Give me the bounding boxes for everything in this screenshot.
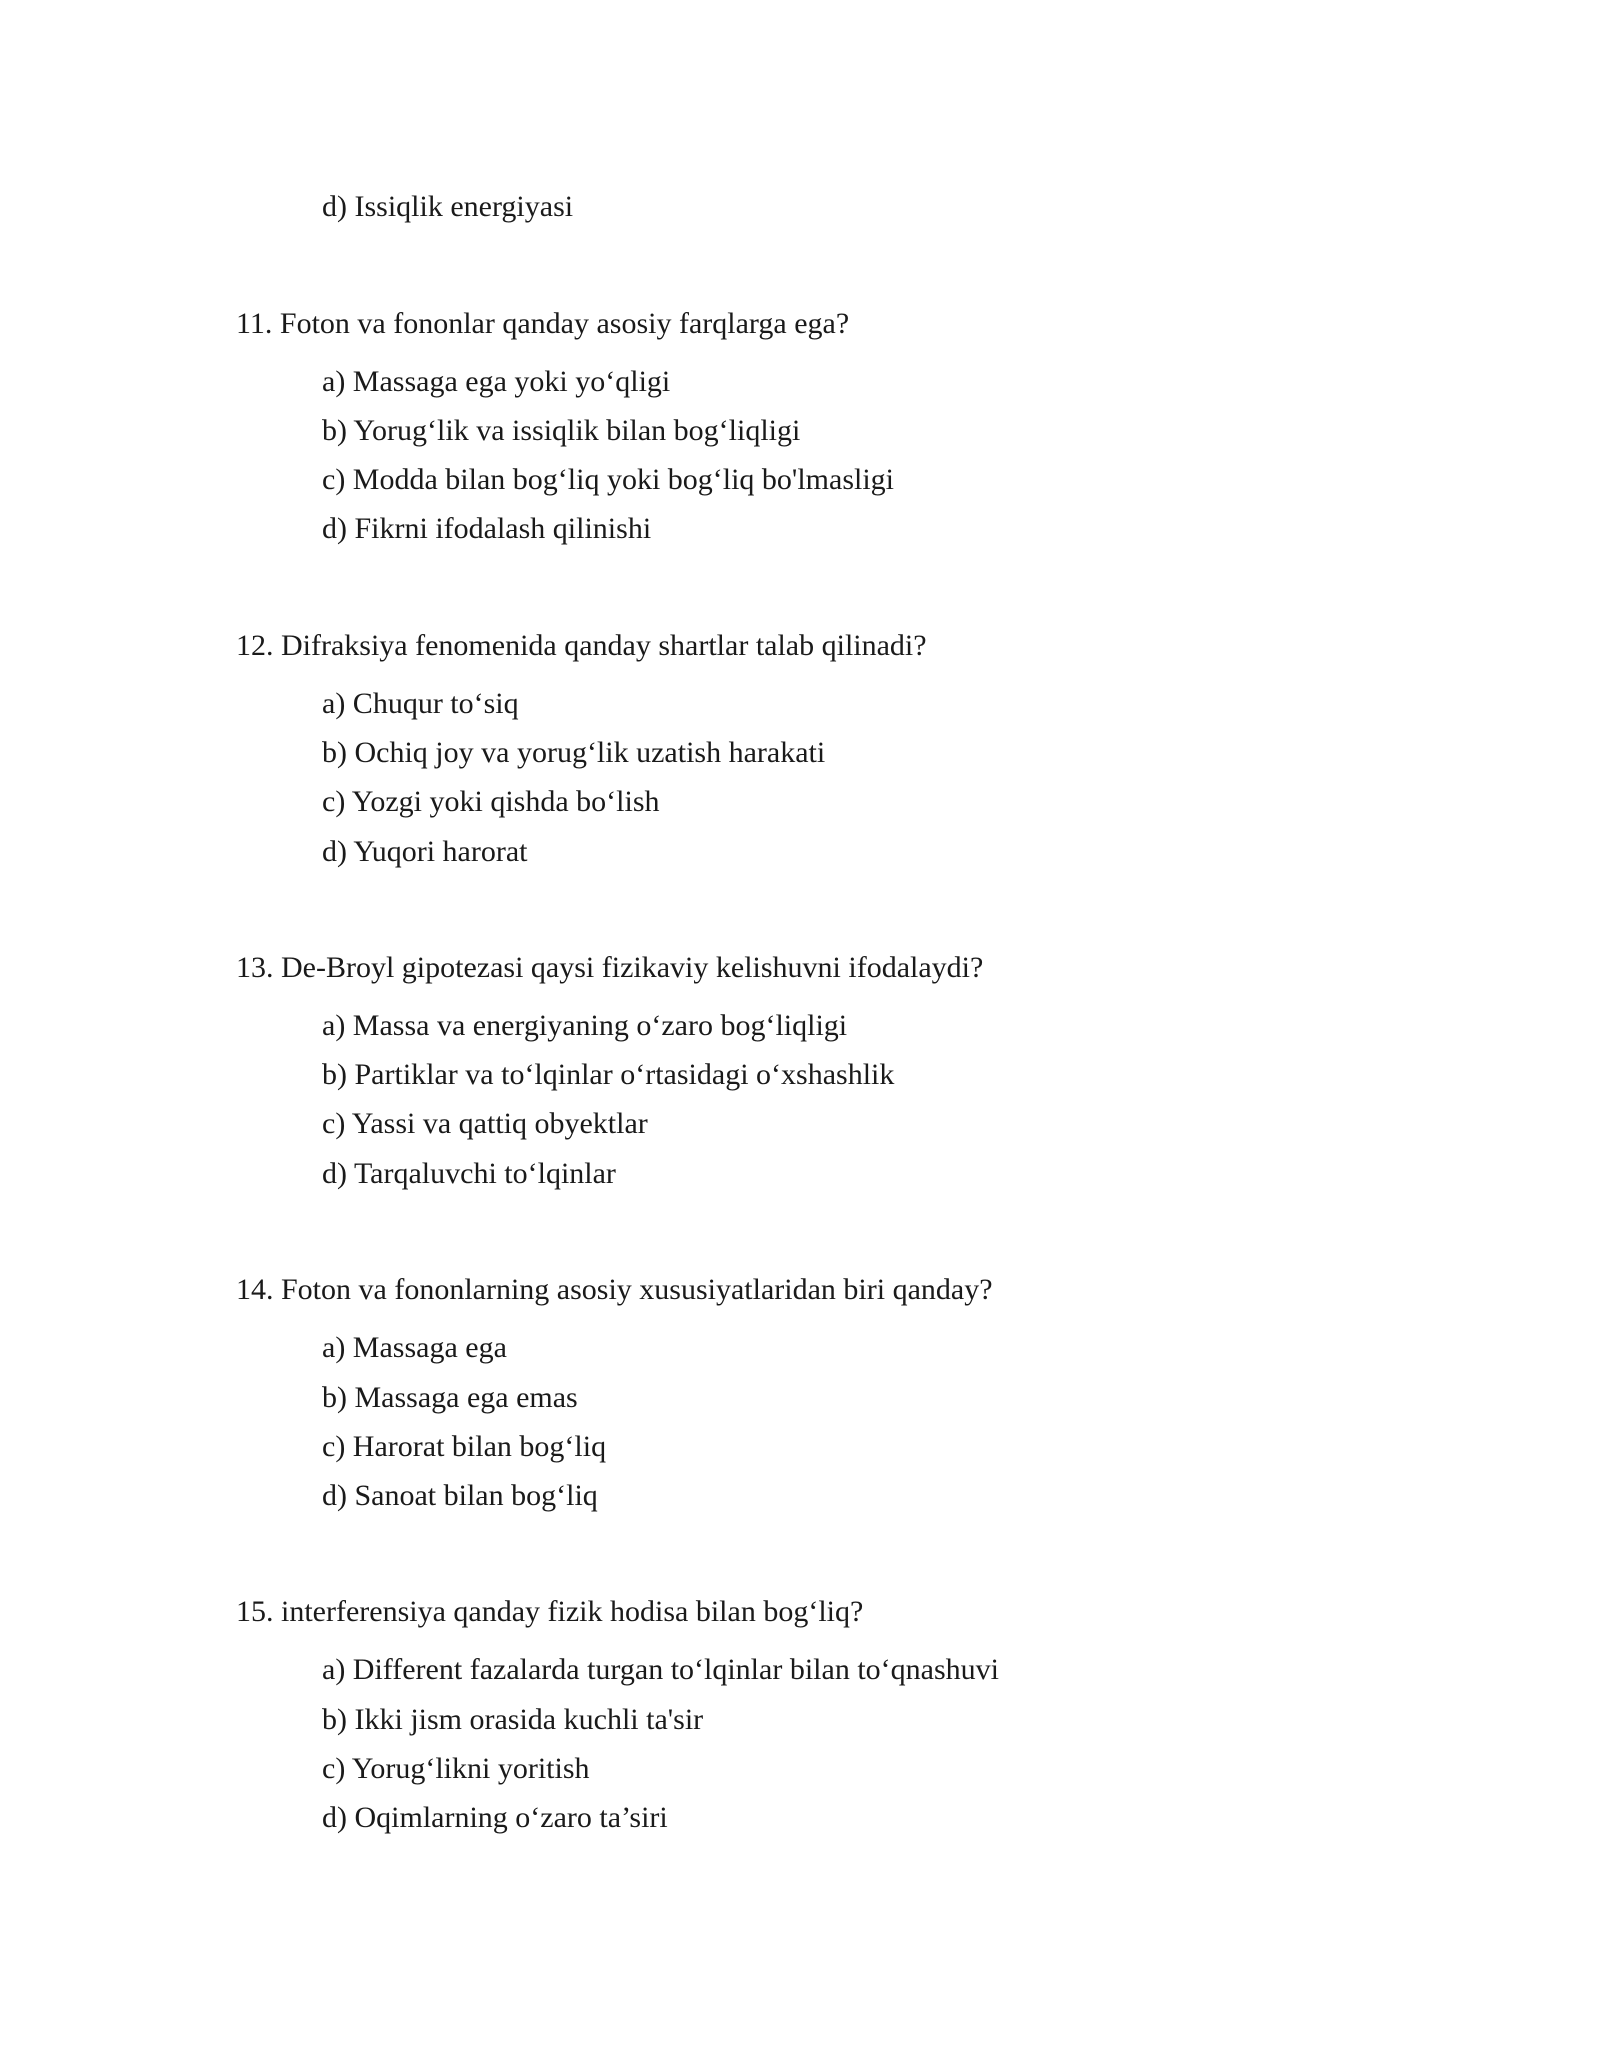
q14-option-a: a) Massaga ega (322, 1331, 507, 1364)
q15-option-d: d) Oqimlarning o‘zaro ta’siri (322, 1801, 668, 1834)
answer-option: d) Issiqlik energiyasi (322, 190, 574, 223)
q12-option-d: d) Yuqori harorat (322, 835, 528, 868)
q14-option-d: d) Sanoat bilan bog‘liq (322, 1479, 598, 1512)
q12-option-b: b) Ochiq joy va yorug‘lik uzatish harakati (322, 736, 826, 769)
q13-option-a: a) Massa va energiyaning o‘zaro bog‘liqligi (322, 1009, 848, 1042)
question-13: 13. De-Broyl gipotezasi qaysi fizikaviy kelishuvni ifodalaydi? (236, 951, 984, 984)
q14-option-b: b) Massaga ega emas (322, 1381, 578, 1414)
question-15: 15. interferensiya qanday fizik hodisa bilan bog‘liq? (236, 1595, 864, 1628)
q15-option-c: c) Yorug‘likni yoritish (322, 1752, 590, 1785)
question-14: 14. Foton va fononlarning asosiy xususiyatlaridan biri qanday? (236, 1273, 993, 1306)
q14-option-c: c) Harorat bilan bog‘liq (322, 1430, 607, 1463)
q12-option-a: a) Chuqur to‘siq (322, 687, 519, 720)
q11-option-d: d) Fikrni ifodalash qilinishi (322, 512, 652, 545)
q11-option-a: a) Massaga ega yoki yo‘qligi (322, 365, 671, 398)
question-12: 12. Difraksiya fenomenida qanday shartlar talab qilinadi? (236, 629, 927, 662)
q15-option-b: b) Ikki jism orasida kuchli ta'sir (322, 1703, 704, 1736)
q11-option-b: b) Yorug‘lik va issiqlik bilan bog‘liqligi (322, 414, 801, 447)
question-11: 11. Foton va fononlar qanday asosiy farqlarga ega? (236, 307, 850, 340)
q12-option-c: c) Yozgi yoki qishda bo‘lish (322, 785, 660, 818)
q13-option-b: b) Partiklar va to‘lqinlar o‘rtasidagi o‘xshashlik (322, 1058, 895, 1091)
q11-option-c: c) Modda bilan bog‘liq yoki bog‘liq bo'lmasligi (322, 463, 895, 496)
q13-option-c: c) Yassi va qattiq obyektlar (322, 1107, 648, 1140)
q13-option-d: d) Tarqaluvchi to‘lqinlar (322, 1157, 616, 1190)
q15-option-a: a) Different fazalarda turgan to‘lqinlar bilan to‘qnashuvi (322, 1653, 999, 1686)
